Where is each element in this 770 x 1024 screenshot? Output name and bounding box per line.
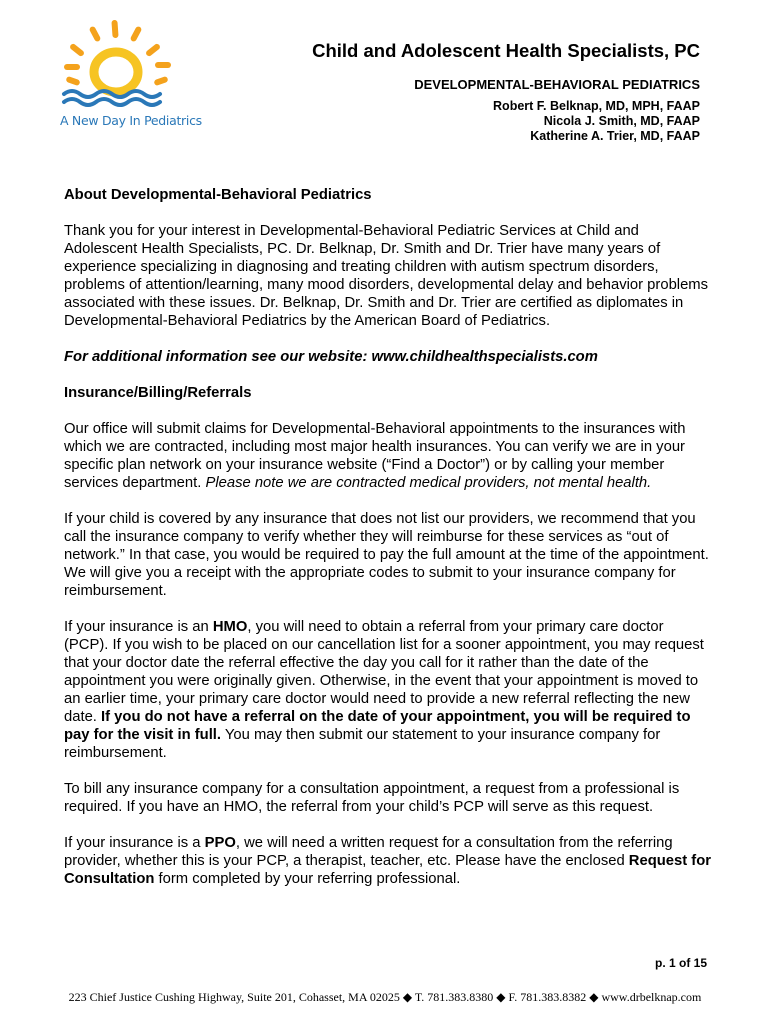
paragraph-text: If your insurance is a [64,835,205,851]
footer-address: 223 Chief Justice Cushing Highway, Suite 201, Cohasset, MA 02025 ◆ T. 781.383.8380 ◆ F. 781.383.8382 ◆ www.drbelknap.com [68,990,702,1004]
insurance-paragraph-2: If your child is covered by any insurance that does not list our providers, we recommend that you call the insurance company to verify whether they will reimburse for these services as “out of network.” In that case, you would be required to pay the full amount at the time of the appointment. We will give you a receipt with the appropriate codes to submit to your insurance company for reimbursement. [64,511,709,599]
org-name: Child and Adolescent Health Specialists, PC [312,40,700,61]
referral-warning: If you do not have a referral on the date of your appointment, you will be required to pay for the visit in full. [64,709,691,743]
hmo-term: HMO [212,619,248,635]
department-name: DEVELOPMENTAL-BEHAVIORAL PEDIATRICS [414,77,700,92]
paragraph-text: You may then submit our statement to your insurance company for reimbursement. [64,727,661,761]
doctor-name: Nicola J. Smith, MD, FAAP [543,114,700,128]
paragraph-text: , you will need to obtain a referral from your primary care doctor (PCP). If you wish to be placed on our cancellation list for a sooner appointment, you may request that your doctor date the referral effective the day you call for it rather than the date of the appointment you were originally given. Otherwise, in the event that your appointment is moved to an earlier time, your primary care doctor would need to provide a new referral reflecting the new date. [64,619,704,725]
document-body [64,186,712,906]
doctor-list [493,99,700,144]
contract-note: Please note we are contracted medical providers, not mental health. [205,475,652,491]
about-heading: About Developmental-Behavioral Pediatrics [64,187,372,203]
hmo-paragraph [64,618,712,762]
request-form-name: Request for Consultation [64,853,712,887]
paragraph-text: If your insurance is an [64,619,213,635]
consultation-paragraph: To bill any insurance company for a consultation appointment, a request from a professional is required. If you have an HMO, the referral from your child’s PCP will serve as this request. [64,781,680,815]
ppo-paragraph [64,834,712,888]
doctor-name: Katherine A. Trier, MD, FAAP [530,129,700,143]
logo-tagline: A New Day In Pediatrics [60,113,202,128]
paragraph-text: form completed by your referring professional. [154,871,461,887]
doctor-name: Robert F. Belknap, MD, MPH, FAAP [493,99,700,113]
insurance-paragraph-1 [64,420,712,492]
insurance-heading: Insurance/Billing/Referrals [64,385,252,401]
paragraph-text: , we will need a written request for a consultation from the referring provider, whether this is your PCP, a therapist, teacher, etc. Please have the enclosed [64,835,673,869]
ppo-term: PPO [204,835,236,851]
paragraph-text: Our office will submit claims for Developmental-Behavioral appointments to the insurances with which we are contracted, including most major health insurances. You can verify we are in your specific plan network on your insurance website (“Find a Doctor”) or by calling your member services department. [64,421,686,491]
page-number: p. 1 of 15 [654,956,707,970]
about-paragraph: Thank you for your interest in Developmental-Behavioral Pediatric Services at Child and Adolescent Health Specialists, PC. Dr. Belknap, Dr. Smith and Dr. Trier have many years of experience specializing in diagnosing and treating children with autism spectrum disorders, problems of attention/learning, many mood disorders, developmental delay and behavior problems associated with these issues. Dr. Belknap, Dr. Smith and Dr. Trier are certified as diplomates in Developmental-Behavioral Pediatrics by the American Board of Pediatrics. [64,223,709,329]
website-line: For additional information see our website: www.childhealthspecialists.com [64,349,598,365]
